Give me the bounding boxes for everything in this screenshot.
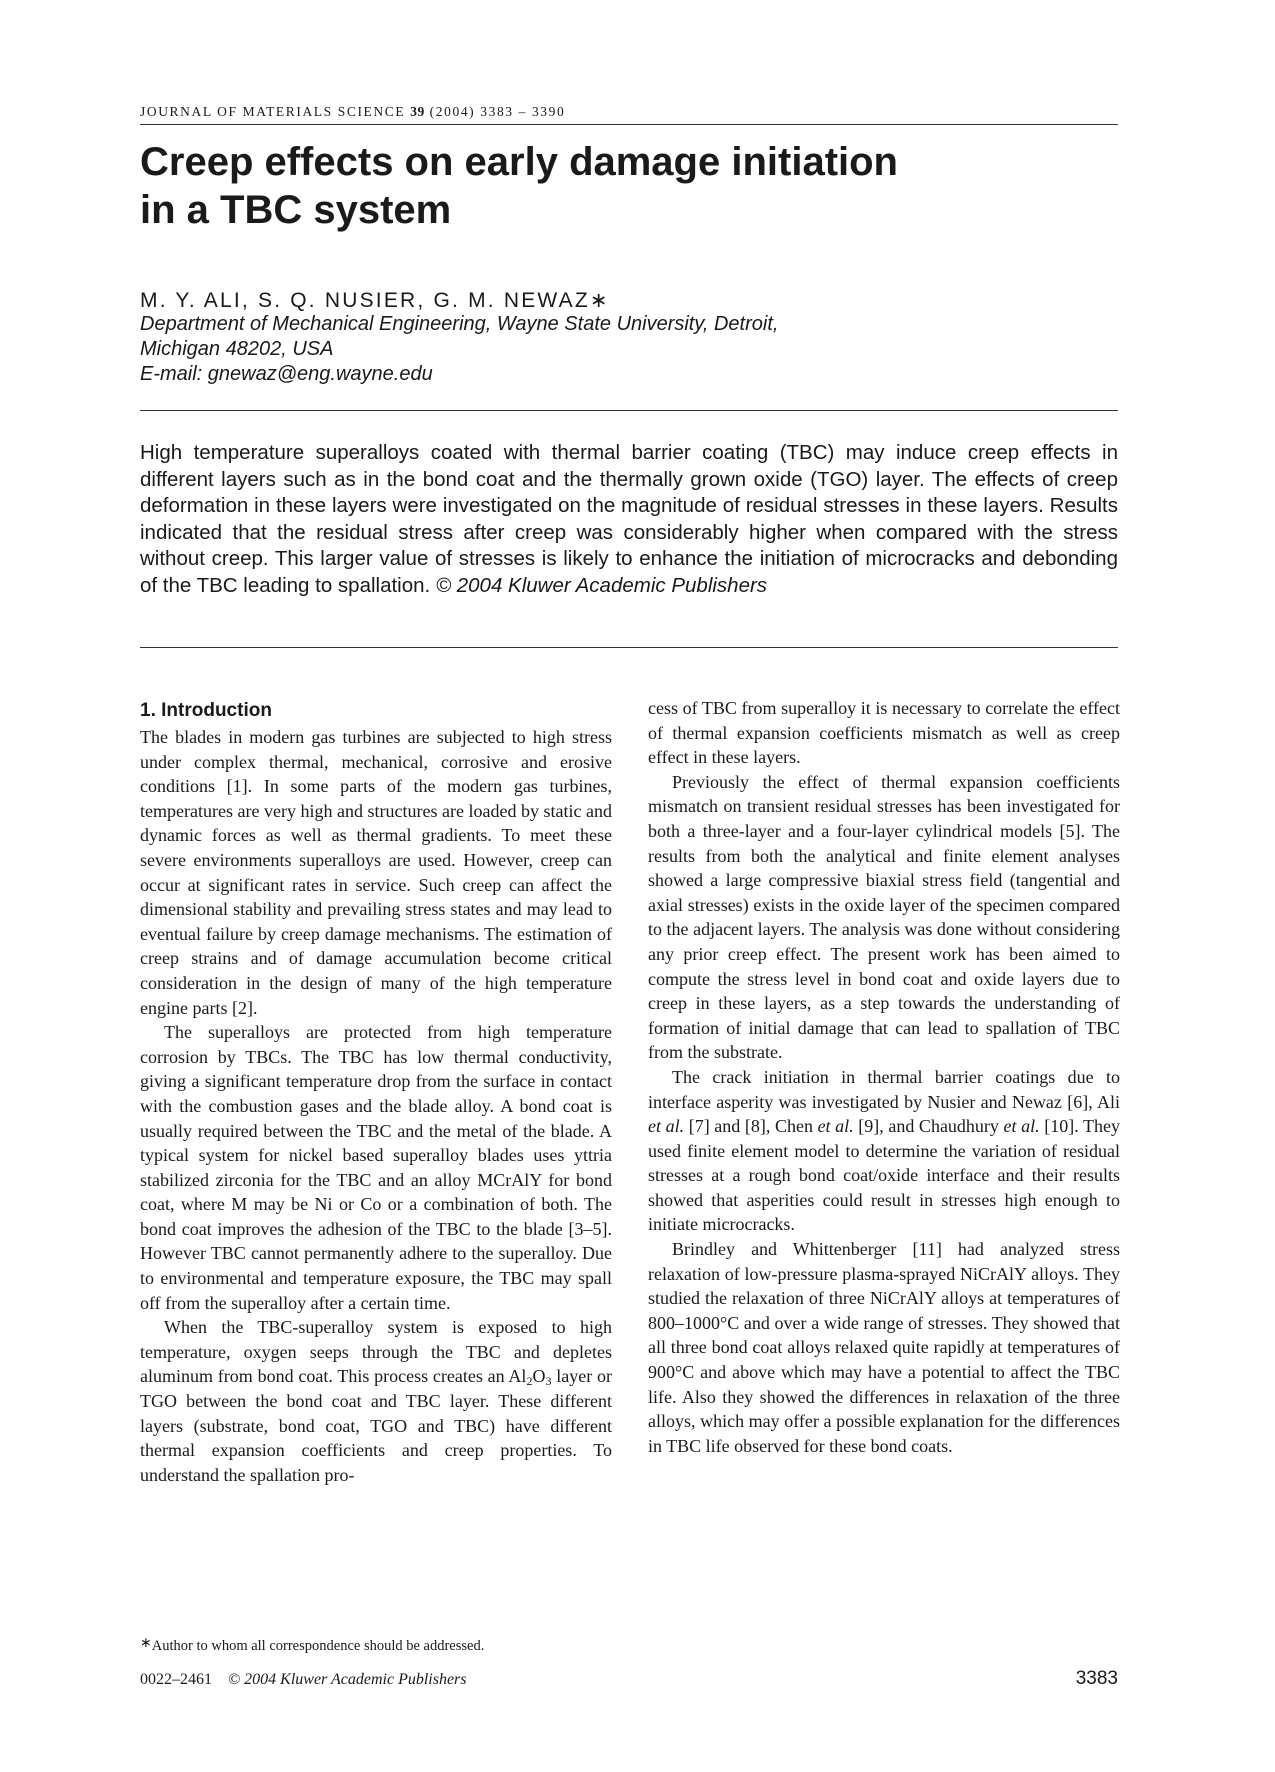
section-heading: 1. Introduction <box>140 700 272 721</box>
intro-paragraph-5: Previously the effect of thermal expansion coefficients mismatch on transient residual stresses has been investigated for both a three-layer and a four-layer cylindrical models [5]. The results from both the analytical and finite element analyses showed a large compressive biaxial stress field (tangential and axial stresses) exists in the oxide layer of the specimen compared to the adjacent layers. The analysis was done without considering any prior creep effect. The present work has been aimed to compute the stress level in bond coat and oxide layers due to creep in these layers, as a step towards the understanding of formation of initial damage that can lead to spallation of TBC from the substrate. <box>648 771 1120 1063</box>
right-column <box>648 696 1120 1458</box>
subscript-3: 3 <box>545 1374 552 1389</box>
author-email: E-mail: gnewaz@eng.wayne.edu <box>140 363 433 385</box>
journal-year-pages: (2004) 3383 – 3390 <box>429 104 566 119</box>
footer-issn-copyright <box>140 1671 467 1689</box>
intro-paragraph-6 <box>648 1065 1120 1237</box>
paper-title-line-1: Creep effects on early damage initiation <box>140 140 898 184</box>
abstract-copyright: © 2004 Kluwer Academic Publishers <box>435 573 768 597</box>
journal-name: JOURNAL OF MATERIALS SCIENCE <box>140 104 406 119</box>
footnote <box>140 1638 840 1655</box>
intro-paragraph-3-text-a: When the TBC-superalloy system is exposed to high temperature, oxygen seeps through the TBC and depletes aluminum from bond coat. This process creates an Al <box>140 1317 612 1387</box>
et-al-3: et al. <box>1003 1116 1040 1137</box>
intro-paragraph-4: cess of TBC from superalloy it is necessary to correlate the effect of thermal expansion coefficients mismatch as well as creep effect in these layers. <box>648 698 1120 768</box>
intro-paragraph-6-text-a: The crack initiation in thermal barrier coatings due to interface asperity was investigated by Nusier and Newaz [6], Ali <box>648 1066 1120 1112</box>
et-al-2: et al. <box>817 1116 854 1137</box>
et-al-1: et al. <box>648 1116 685 1137</box>
affiliation-line-2: Michigan 48202, USA <box>140 338 334 360</box>
intro-paragraph-2: The superalloys are protected from high temperature corrosion by TBCs. The TBC has low thermal conductivity, giving a significant temperature drop from the surface in contact with the combustion gases and the blade alloy. A bond coat is usually required between the TBC and the metal of the blade. A typical system for nickel based superalloy blades uses yttria stabilized zirconia for the TBC and an alloy MCrAlY for bond coat, where M may be Ni or Co or a combination of both. The bond coat improves the adhesion of the TBC to the blade [3–5]. However TBC cannot permanently adhere to the superalloy. Due to environmental and temperature exposure, the TBC may spall off from the superalloy after a certain time. <box>140 1022 612 1313</box>
intro-paragraph-6-text-b: [7] and [8], Chen <box>684 1116 818 1137</box>
footer-issn: 0022–2461 <box>140 1671 212 1688</box>
footnote-text: Author to whom all correspondence should be addressed. <box>151 1638 485 1654</box>
footer-copyright: © 2004 Kluwer Academic Publishers <box>228 1671 467 1688</box>
intro-paragraph-1: The blades in modern gas turbines are subjected to high stress under complex thermal, mechanical, corrosive and erosive conditions [1]. In some parts of the modern gas turbines, temperatures are very high and structures are loaded by static and dynamic forces as well as thermal gradients. To meet these severe environments superalloys are used. However, creep can occur at significant rates in service. Such creep can affect the dimensional stability and prevailing stress states and may lead to eventual failure by creep damage mechanisms. The estimation of creep strains and of damage accumulation become critical consideration in the design of many of the high temperature engine parts [2]. <box>140 727 612 1018</box>
page-number: 3383 <box>1075 1668 1118 1689</box>
journal-header <box>140 104 1118 125</box>
footnote-mark: ∗ <box>140 1636 152 1651</box>
paper-title <box>140 138 1040 234</box>
oxygen-symbol: O <box>532 1366 546 1387</box>
journal-volume: 39 <box>410 104 425 119</box>
affiliation <box>140 312 1118 387</box>
intro-paragraph-7: Brindley and Whittenberger [11] had analyzed stress relaxation of low-pressure plasma-sprayed NiCrAlY alloys. They studied the relaxation of three NiCrAlY alloys at temperatures of 800–1000°C and over a wide range of stresses. They showed that all three bond coat alloys relaxed quite rapidly at temperatures of 900°C and above which may have a potential to affect the TBC life. Also they showed the differences in relaxation of the three alloys, which may offer a possible explanation for the differences in TBC life observed for these bond coats. <box>648 1239 1120 1456</box>
intro-paragraph-6-text-c: [9], and Chaudhury <box>853 1116 1004 1137</box>
subscript-2: 2 <box>526 1374 533 1389</box>
affiliation-line-1: Department of Mechanical Engineering, Wayne State University, Detroit, <box>140 313 779 335</box>
intro-paragraph-6-text-d: [10]. They used finite element model to determine the variation of residual stresses at a rough bond coat/oxide interface and their results showed that asperities could result in stresses high enough to initiate microcracks. <box>648 1116 1120 1235</box>
left-column <box>140 698 612 1487</box>
intro-paragraph-3-text-b: layer or TGO between the bond coat and TBC layer. These different layers (substrate, bond coat, TGO and TBC) have different thermal expansion coefficients and creep properties. To understand the spallation pro- <box>140 1366 612 1485</box>
abstract-text: High temperature superalloys coated with thermal barrier coating (TBC) may induce creep effects in different layers such as in the bond coat and the thermally grown oxide (TGO) layer. The effects of creep deformation in these layers were investigated on the magnitude of residual stresses in these layers. Results indicated that the residual stress after creep was considerably higher when compared with the stress without creep. This larger value of stresses is likely to enhance the initiation of microcracks and debonding of the TBC leading to spallation. <box>140 441 1118 597</box>
abstract <box>140 440 1118 600</box>
paper-title-line-2: in a TBC system <box>140 188 452 232</box>
author-list: M. Y. ALI, S. Q. NUSIER, G. M. NEWAZ∗ <box>140 289 610 312</box>
abstract-top-rule <box>140 410 1118 411</box>
intro-paragraph-3 <box>140 1315 612 1487</box>
abstract-bottom-rule <box>140 647 1118 648</box>
